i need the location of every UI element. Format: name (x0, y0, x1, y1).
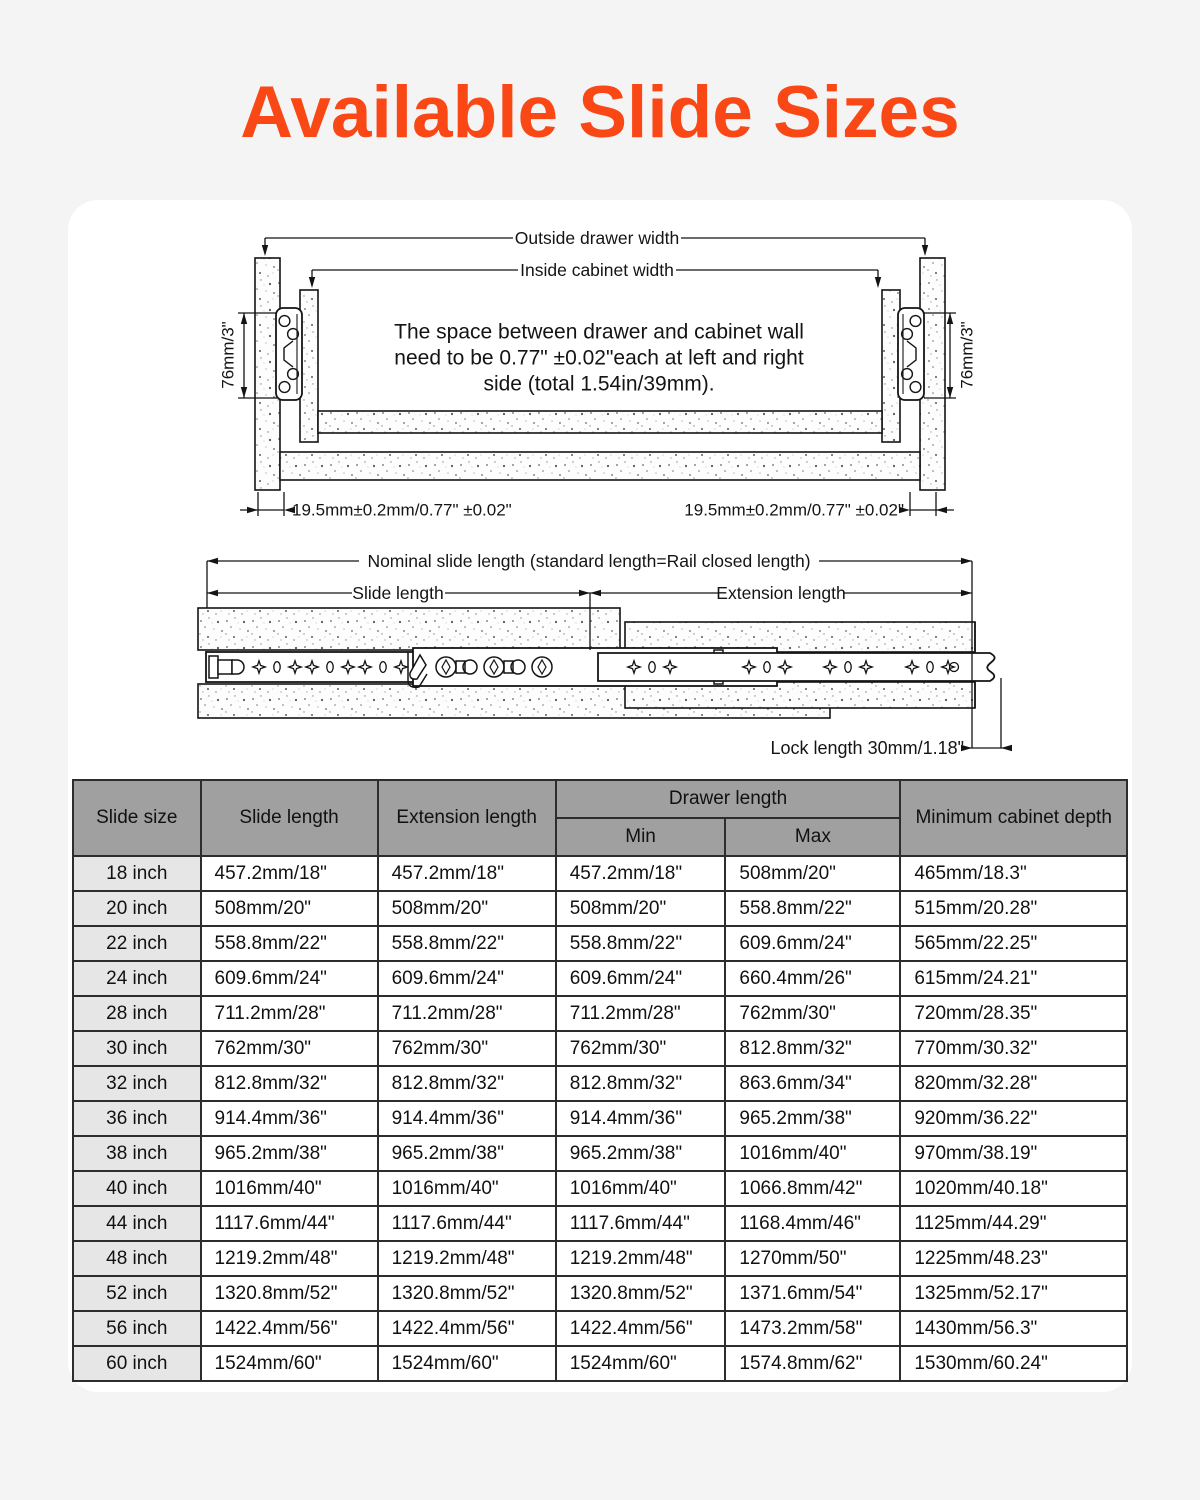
table-row (73, 1311, 1127, 1346)
spec-cell: 1225mm/48.23" (900, 1241, 1127, 1276)
spec-cell: 1016mm/40" (556, 1171, 726, 1206)
spec-cell: 965.2mm/38" (556, 1136, 726, 1171)
header-slide-size: Slide size (73, 780, 201, 856)
lock-length-label: Lock length 30mm/1.18" (770, 738, 964, 758)
table-row (73, 1031, 1127, 1066)
spec-cell: 1574.8mm/62" (725, 1346, 900, 1381)
slide-size-cell: 32 inch (73, 1066, 201, 1101)
table-row (73, 1346, 1127, 1381)
slide-size-table (72, 779, 1128, 1382)
slide-size-cell: 60 inch (73, 1346, 201, 1381)
spec-cell: 457.2mm/18" (378, 856, 556, 891)
header-drawer-max: Max (725, 818, 900, 856)
table-row (73, 996, 1127, 1031)
spec-cell: 770mm/30.32" (900, 1031, 1127, 1066)
spec-cell: 1325mm/52.17" (900, 1276, 1127, 1311)
technical-diagrams (68, 200, 1132, 780)
spec-cell: 508mm/20" (201, 891, 378, 926)
spec-cell: 1524mm/60" (378, 1346, 556, 1381)
spec-cell: 1371.6mm/54" (725, 1276, 900, 1311)
spec-cell: 1117.6mm/44" (378, 1206, 556, 1241)
spec-cell: 508mm/20" (556, 891, 726, 926)
spec-cell: 965.2mm/38" (725, 1101, 900, 1136)
spec-cell: 1219.2mm/48" (556, 1241, 726, 1276)
table-row (73, 1276, 1127, 1311)
spec-cell: 609.6mm/24" (378, 961, 556, 996)
spec-cell: 1320.8mm/52" (201, 1276, 378, 1311)
cross-section-diagram (219, 228, 977, 520)
spec-cell: 1270mm/50" (725, 1241, 900, 1276)
header-drawer-min: Min (556, 818, 726, 856)
drawer-bottom-panel (318, 411, 882, 433)
spec-cell: 812.8mm/32" (378, 1066, 556, 1101)
spec-cell: 711.2mm/28" (556, 996, 726, 1031)
slide-size-cell: 24 inch (73, 961, 201, 996)
spec-cell: 558.8mm/22" (725, 891, 900, 926)
slide-size-cell: 30 inch (73, 1031, 201, 1066)
extended-rail (598, 653, 995, 681)
spec-cell: 558.8mm/22" (378, 926, 556, 961)
spec-cell: 1125mm/44.29" (900, 1206, 1127, 1241)
spec-cell: 1117.6mm/44" (201, 1206, 378, 1241)
spec-cell: 914.4mm/36" (378, 1101, 556, 1136)
spec-cell: 1430mm/56.3" (900, 1311, 1127, 1346)
spec-cell: 1117.6mm/44" (556, 1206, 726, 1241)
slide-size-cell: 48 inch (73, 1241, 201, 1276)
slide-size-cell: 22 inch (73, 926, 201, 961)
spec-cell: 762mm/30" (556, 1031, 726, 1066)
header-extension-length: Extension length (378, 780, 556, 856)
spec-cell: 711.2mm/28" (378, 996, 556, 1031)
spec-cell: 457.2mm/18" (556, 856, 726, 891)
table-row (73, 856, 1127, 891)
spec-cell: 660.4mm/26" (725, 961, 900, 996)
spec-cell: 609.6mm/24" (725, 926, 900, 961)
spec-cell: 762mm/30" (201, 1031, 378, 1066)
page-title: Available Slide Sizes (240, 72, 960, 153)
spec-cell: 1320.8mm/52" (556, 1276, 726, 1311)
spec-cell: 762mm/30" (378, 1031, 556, 1066)
slide-size-cell: 38 inch (73, 1136, 201, 1171)
svg-text:need to be 0.77" ±0.02"each at: need to be 0.77" ±0.02"each at left and right (394, 346, 804, 370)
spec-cell: 1320.8mm/52" (378, 1276, 556, 1311)
table-row (73, 1136, 1127, 1171)
outside-drawer-width-label: Outside drawer width (514, 228, 680, 248)
header-min-cabinet-depth: Minimum cabinet depth (900, 780, 1127, 856)
spec-cell: 1219.2mm/48" (201, 1241, 378, 1276)
slide-size-cell: 56 inch (73, 1311, 201, 1346)
spec-cell: 1524mm/60" (201, 1346, 378, 1381)
slide-length-label: Slide length (352, 583, 444, 603)
table-row (73, 891, 1127, 926)
spec-cell: 812.8mm/32" (201, 1066, 378, 1101)
spec-cell: 965.2mm/38" (201, 1136, 378, 1171)
spec-cell: 1422.4mm/56" (201, 1311, 378, 1346)
extension-length-label: Extension length (716, 583, 846, 603)
slide-size-cell: 18 inch (73, 856, 201, 891)
spec-cell: 1168.4mm/46" (725, 1206, 900, 1241)
spec-cell: 465mm/18.3" (900, 856, 1127, 891)
spec-cell: 711.2mm/28" (201, 996, 378, 1031)
spec-cell: 812.8mm/32" (556, 1066, 726, 1101)
slide-size-cell: 20 inch (73, 891, 201, 926)
spec-cell: 914.4mm/36" (201, 1101, 378, 1136)
spec-cell: 609.6mm/24" (201, 961, 378, 996)
spec-cell: 863.6mm/34" (725, 1066, 900, 1101)
spec-cell: 1422.4mm/56" (556, 1311, 726, 1346)
inside-cabinet-width-label: Inside cabinet width (520, 260, 674, 280)
spec-cell: 1020mm/40.18" (900, 1171, 1127, 1206)
spec-cell: 515mm/20.28" (900, 891, 1127, 926)
spec-cell: 1219.2mm/48" (378, 1241, 556, 1276)
svg-text:side (total 1.54in/39mm).: side (total 1.54in/39mm). (483, 372, 715, 396)
spec-cell: 920mm/36.22" (900, 1101, 1127, 1136)
spec-cell: 457.2mm/18" (201, 856, 378, 891)
table-row (73, 1101, 1127, 1136)
header-drawer-length: Drawer length (556, 780, 901, 818)
table-body (73, 856, 1127, 1381)
nominal-length-label: Nominal slide length (standard length=Rail closed length) (367, 551, 811, 571)
svg-text:The space between drawer and c: The space between drawer and cabinet wall (394, 320, 804, 344)
clearance-label-left: 19.5mm±0.2mm/0.77" ±0.02" (292, 500, 512, 520)
spec-cell: 558.8mm/22" (556, 926, 726, 961)
table-row (73, 1206, 1127, 1241)
table-row (73, 1241, 1127, 1276)
spec-cell: 762mm/30" (725, 996, 900, 1031)
spec-cell: 812.8mm/32" (725, 1031, 900, 1066)
slide-size-cell: 28 inch (73, 996, 201, 1031)
spec-cell: 508mm/20" (378, 891, 556, 926)
table-row (73, 1171, 1127, 1206)
cabinet-bottom-panel (280, 452, 920, 480)
cabinet-member-top (198, 608, 620, 650)
spec-cell: 565mm/22.25" (900, 926, 1127, 961)
spec-cell: 914.4mm/36" (556, 1101, 726, 1136)
spec-cell: 820mm/32.28" (900, 1066, 1127, 1101)
spec-cell: 1530mm/60.24" (900, 1346, 1127, 1381)
spec-cell: 1016mm/40" (201, 1171, 378, 1206)
slide-size-cell: 40 inch (73, 1171, 201, 1206)
slide-size-cell: 36 inch (73, 1101, 201, 1136)
spec-cell: 1016mm/40" (378, 1171, 556, 1206)
spec-cell: 1422.4mm/56" (378, 1311, 556, 1346)
slide-size-cell: 44 inch (73, 1206, 201, 1241)
clearance-note (394, 321, 804, 396)
slide-length-diagram (198, 551, 1012, 758)
spec-cell: 970mm/38.19" (900, 1136, 1127, 1171)
spec-cell: 615mm/24.21" (900, 961, 1127, 996)
table-row (73, 926, 1127, 961)
spec-cell: 1524mm/60" (556, 1346, 726, 1381)
header-slide-length: Slide length (201, 780, 378, 856)
spec-cell: 720mm/28.35" (900, 996, 1127, 1031)
spec-cell: 609.6mm/24" (556, 961, 726, 996)
table-row (73, 961, 1127, 996)
slide-size-cell: 52 inch (73, 1276, 201, 1311)
spec-cell: 965.2mm/38" (378, 1136, 556, 1171)
spec-cell: 1016mm/40" (725, 1136, 900, 1171)
slide-height-label-right: 76mm/3" (957, 321, 977, 389)
spec-cell: 508mm/20" (725, 856, 900, 891)
table-header (73, 780, 1127, 856)
spec-cell: 1066.8mm/42" (725, 1171, 900, 1206)
table-row (73, 1066, 1127, 1101)
spec-cell: 558.8mm/22" (201, 926, 378, 961)
clearance-label-right: 19.5mm±0.2mm/0.77" ±0.02" (684, 500, 904, 520)
slide-height-label-left: 76mm/3" (218, 321, 238, 389)
spec-cell: 1473.2mm/58" (725, 1311, 900, 1346)
